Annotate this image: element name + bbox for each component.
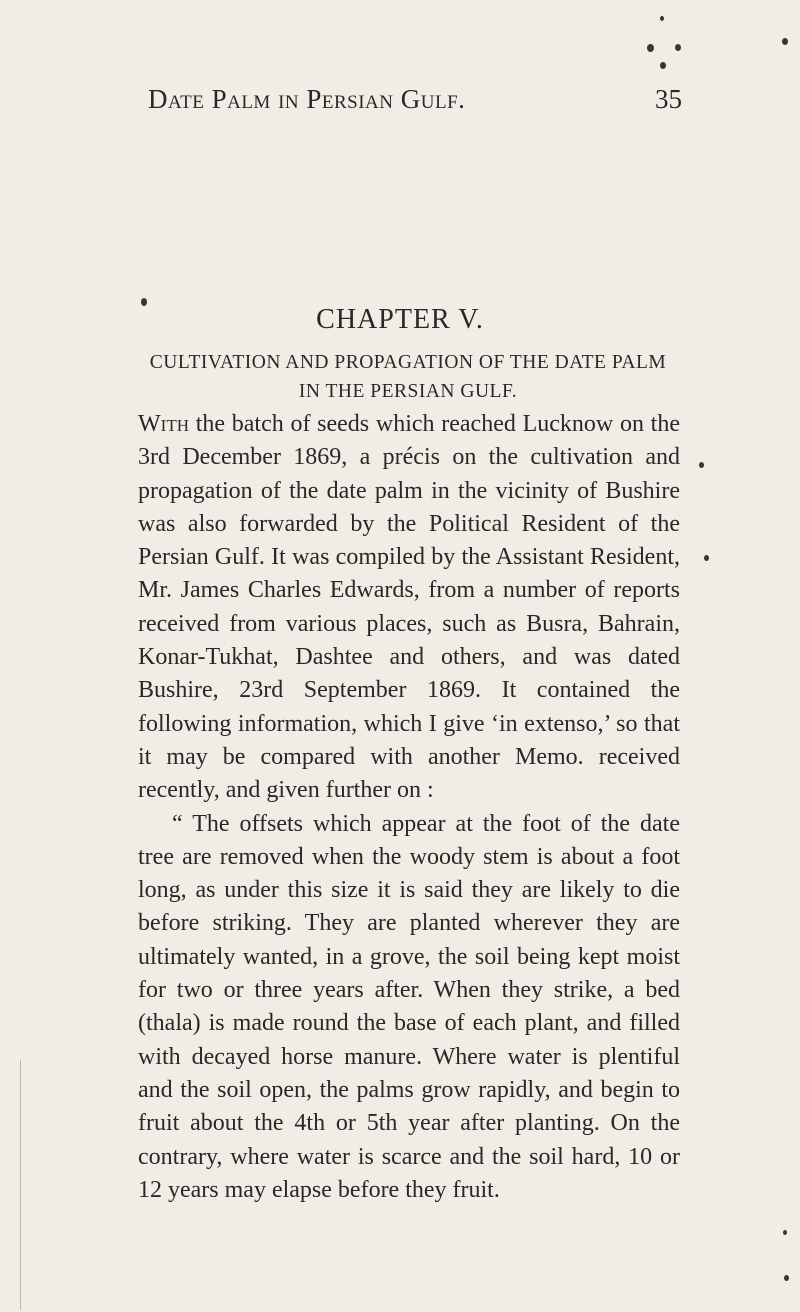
paragraph-2 bbox=[138, 808, 680, 1208]
chapter-heading: CHAPTER V. bbox=[316, 304, 484, 335]
scan-speck bbox=[699, 462, 704, 468]
chapter-subtitle-line-2: IN THE PERSIAN GULF. bbox=[298, 381, 518, 402]
scan-speck bbox=[660, 62, 666, 69]
chapter-subtitle-line-1: CULTIVATION AND PROPAGATION OF THE DATE PALM bbox=[149, 352, 667, 373]
paragraph-1-text: the batch of seeds which reached Lucknow on the 3rd December 1869, a précis on the cultivation and propagation of the date palm in the vicinity of Bushire was also forwarded by the Political Resident of the Persian Gulf. It was compiled by the Assistant Resident, Mr. James Charles Edwards, from a number of reports received from various places, such as Busra, Bahrain, Konar-Tukhat, Dashtee and others, and was dated Bushire, 23rd September 1869. It contained the following information, which I give ‘in extenso,’ so that it may be compared with another Memo. received recently, and given further on : bbox=[138, 411, 680, 804]
scan-speck bbox=[660, 16, 664, 21]
page-number: 35 bbox=[655, 84, 682, 114]
chapter-subtitle bbox=[138, 348, 678, 406]
scan-speck bbox=[783, 1230, 787, 1235]
scan-speck bbox=[647, 44, 654, 52]
running-head bbox=[148, 84, 682, 124]
running-head-title: Date Palm in Persian Gulf. bbox=[148, 84, 466, 114]
paragraph-2-text: “ The offsets which appear at the foot of the date tree are removed when the woody stem is about a foot long, as under this size it is said they are likely to die before striking. They are planted wherever they are ultimately wanted, in a grove, the soil being kept moist for two or three years after. When they strike, a bed (thala) is made round the base of each plant, and filled with decayed horse manure. Where water is plentiful and the soil open, the palms grow rapidly, and begin to fruit about the 4th or 5th year after planting. On the contrary, where water is scarce and the soil hard, 10 or 12 years may elapse before they fruit. bbox=[138, 810, 680, 1203]
paragraph-1 bbox=[138, 408, 680, 808]
scan-speck bbox=[675, 44, 681, 51]
scan-speck bbox=[782, 38, 788, 45]
scan-speck bbox=[141, 298, 147, 306]
body-text bbox=[138, 408, 680, 1207]
paragraph-1-lead: With bbox=[138, 411, 189, 437]
page-edge-shadow bbox=[20, 1060, 21, 1310]
scan-speck bbox=[704, 555, 709, 561]
scan-speck bbox=[784, 1275, 789, 1281]
